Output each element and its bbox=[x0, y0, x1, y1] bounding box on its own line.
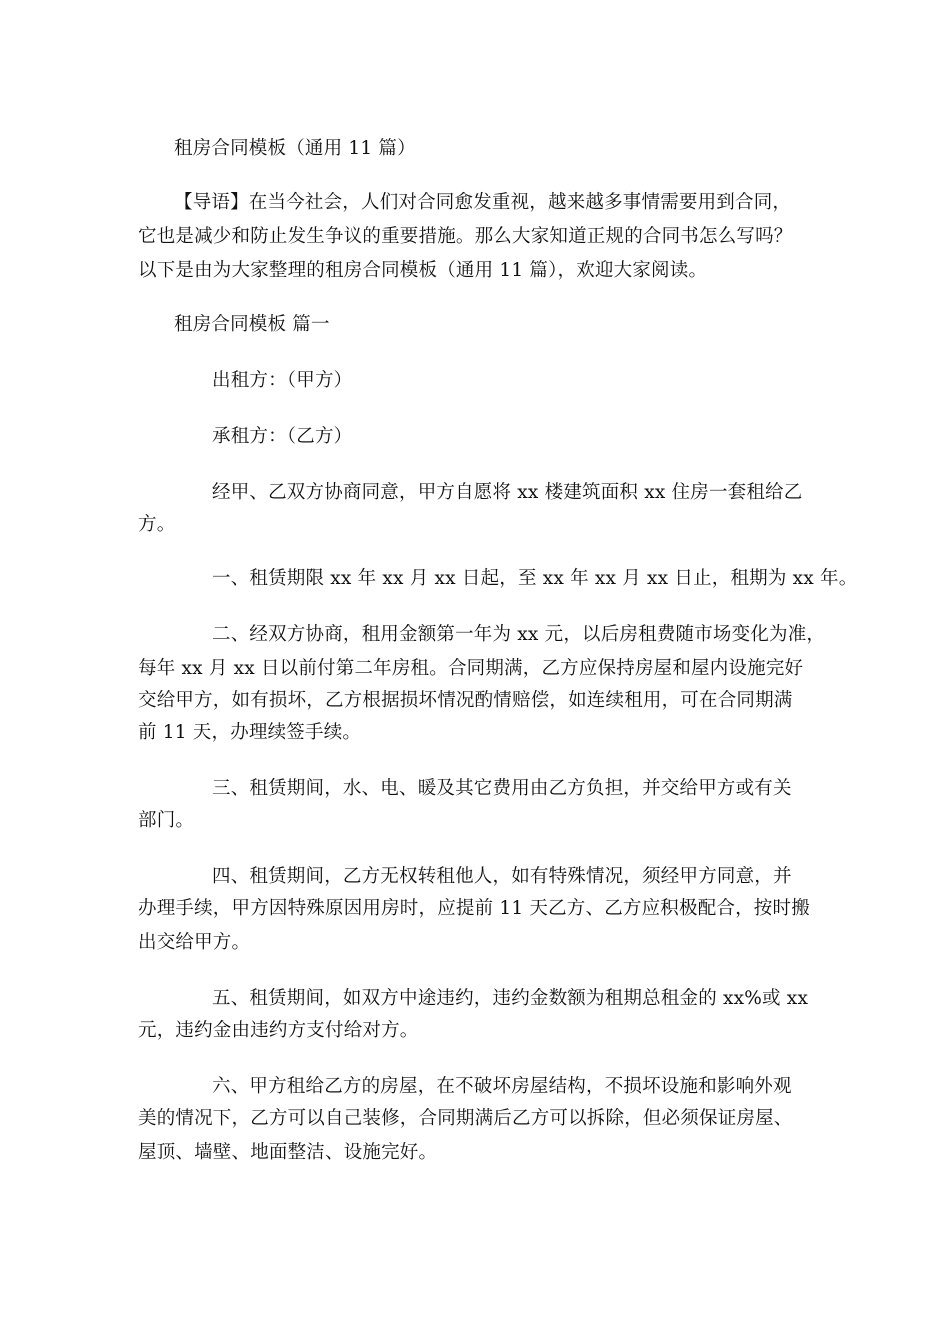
clause-line: 五、租赁期间，如双方中途违约，违约金数额为租期总租金的 xx%或 xx bbox=[212, 988, 809, 1009]
section-heading: 租房合同模板 篇一 bbox=[174, 314, 330, 335]
clause-line: 元，违约金由违约方支付给对方。 bbox=[138, 1020, 419, 1041]
document-title: 租房合同模板（通用 11 篇） bbox=[174, 138, 416, 159]
lessor-line: 出租方：（甲方） bbox=[212, 370, 353, 391]
agreement-line: 经甲、乙双方协商同意，甲方自愿将 xx 楼建筑面积 xx 住房一套租给乙 bbox=[212, 482, 803, 503]
intro-line: 它也是减少和防止发生争议的重要措施。那么大家知道正规的合同书怎么写吗？ bbox=[138, 226, 793, 247]
clause-line: 三、租赁期间，水、电、暖及其它费用由乙方负担，并交给甲方或有关 bbox=[212, 778, 792, 799]
clause-line: 二、经双方协商，租用金额第一年为 xx 元，以后房租费随市场变化为准， bbox=[212, 624, 826, 645]
agreement-line: 方。 bbox=[138, 514, 176, 535]
clause-line: 出交给甲方。 bbox=[138, 932, 251, 953]
clause-line: 一、租赁期限 xx 年 xx 月 xx 日起，至 xx 年 xx 月 xx 日止，租期为 xx 年。 bbox=[212, 568, 858, 589]
clause-line: 美的情况下，乙方可以自己装修，合同期满后乙方可以拆除，但必须保证房屋、 bbox=[138, 1108, 793, 1129]
clause-line: 六、甲方租给乙方的房屋，在不破坏房屋结构，不损坏设施和影响外观 bbox=[212, 1076, 792, 1097]
clause-line: 每年 xx 月 xx 日以前付第二年房租。合同期满，乙方应保持房屋和屋内设施完好 bbox=[138, 658, 804, 679]
clause-line: 屋顶、墙壁、地面整洁、设施完好。 bbox=[138, 1142, 438, 1163]
intro-line: 以下是由为大家整理的租房合同模板（通用 11 篇），欢迎大家阅读。 bbox=[138, 260, 708, 281]
clause-line: 办理手续，甲方因特殊原因用房时，应提前 11 天乙方、乙方应积极配合，按时搬 bbox=[138, 898, 810, 919]
clause-line: 四、租赁期间，乙方无权转租他人，如有特殊情况，须经甲方同意，并 bbox=[212, 866, 792, 887]
clause-line: 前 11 天，办理续签手续。 bbox=[138, 722, 362, 743]
clause-line: 部门。 bbox=[138, 810, 195, 831]
lessee-line: 承租方：（乙方） bbox=[212, 426, 353, 447]
clause-line: 交给甲方，如有损坏，乙方根据损坏情况酌情赔偿，如连续租用，可在合同期满 bbox=[138, 690, 793, 711]
intro-line: 【导语】在当今社会，人们对合同愈发重视，越来越多事情需要用到合同， bbox=[174, 192, 792, 213]
